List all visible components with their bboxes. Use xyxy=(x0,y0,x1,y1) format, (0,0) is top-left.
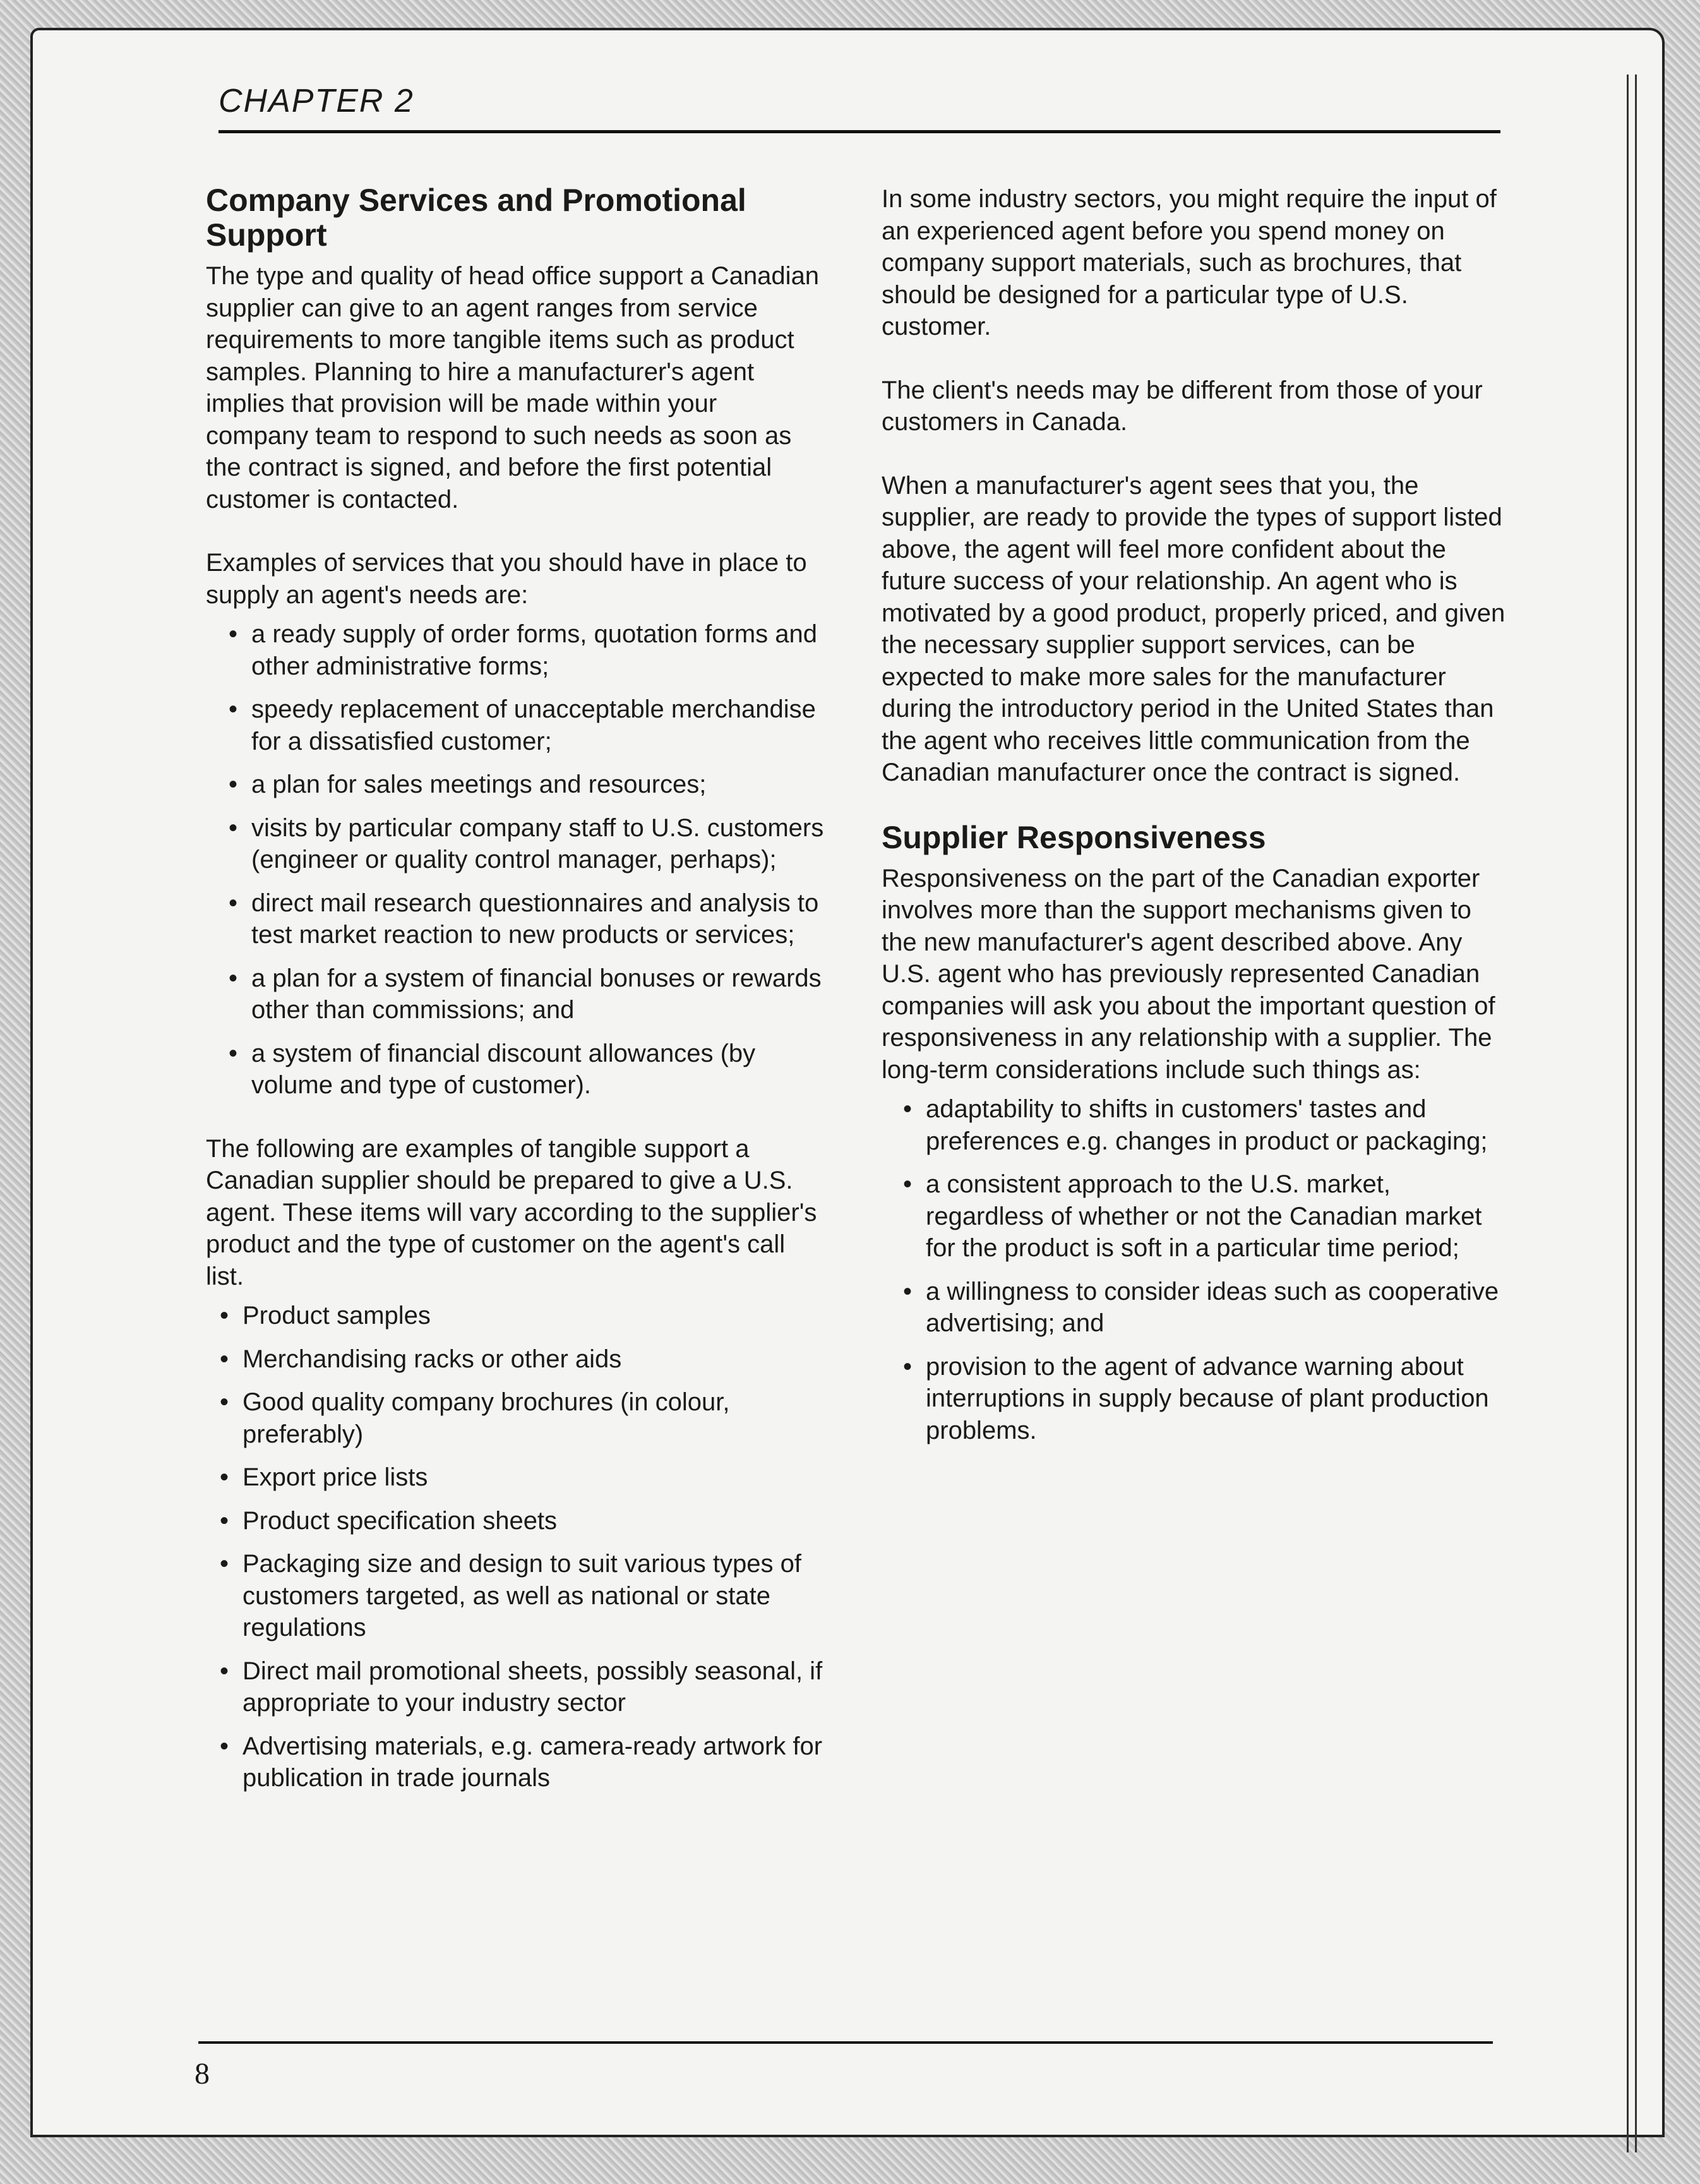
list-item: • Merchandising racks or other aids xyxy=(217,1343,825,1376)
tangible-support-list xyxy=(217,1300,825,1794)
left-column xyxy=(206,183,825,1826)
section-heading-company-services: Company Services and Promotional Support xyxy=(206,183,746,253)
paragraph: The type and quality of head office support a Canadian supplier can give to an agent ranges from service requirements to more tangible items such as product samples. Planning to hire a manufacturer's agent implies that provision will be made within your company team to respond to such needs as soon as the contract is signed, and before the first potential customer is contacted. xyxy=(206,262,820,513)
right-column xyxy=(882,183,1507,1478)
list-item: • adaptability to shifts in customers' tastes and preferences e.g. changes in product or packaging; xyxy=(901,1093,1507,1157)
list-item: • Direct mail promotional sheets, possibly seasonal, if appropriate to your industry sector xyxy=(217,1655,825,1719)
list-item: • Advertising materials, e.g. camera-ready artwork for publication in trade journals xyxy=(217,1731,825,1794)
list-item: • Product specification sheets xyxy=(217,1505,825,1537)
considerations-list xyxy=(901,1093,1507,1446)
page-number: 8 xyxy=(195,2057,210,2091)
list-item: • a ready supply of order forms, quotation forms and other administrative forms; xyxy=(226,618,825,682)
list-item: • a system of financial discount allowances (by volume and type of customer). xyxy=(226,1038,825,1101)
chapter-header: CHAPTER 2 xyxy=(218,83,414,119)
list-item: • visits by particular company staff to U.S. customers (engineer or quality control manager, perhaps); xyxy=(226,812,825,876)
list-item: • speedy replacement of unacceptable merchandise for a dissatisfied customer; xyxy=(226,693,825,757)
paragraph: The client's needs may be different from those of your customers in Canada. xyxy=(882,376,1483,436)
list-item: • Product samples xyxy=(217,1300,825,1332)
list-item: • direct mail research questionnaires and analysis to test market reaction to new products or services; xyxy=(226,887,825,951)
header-rule xyxy=(218,130,1500,133)
paragraph: The following are examples of tangible support a Canadian supplier should be prepared to give a U.S. agent. These items will vary according to the supplier's product and the type of customer on the agent's call list. xyxy=(206,1134,817,1290)
list-item: • Export price lists xyxy=(217,1461,825,1494)
paragraph: When a manufacturer's agent sees that you, the supplier, are ready to provide the types of support listed above, the agent will feel more confident about the future success of your relationship. An agent who is motivated by a good product, properly priced, and given the necessary supplier support services, can be expected to make more sales for the manufacturer during the introductory period in the United States than the agent who receives little communication from the Canadian manufacturer once the contract is signed. xyxy=(882,471,1505,786)
list-item: • Good quality company brochures (in colour, preferably) xyxy=(217,1386,825,1450)
footer-rule xyxy=(198,2041,1493,2044)
page-binding-edge xyxy=(1627,75,1637,2152)
list-item: • a consistent approach to the U.S. market, regardless of whether or not the Canadian market for the product is soft in a particular time period; xyxy=(901,1168,1507,1264)
list-item: • a plan for a system of financial bonuses or rewards other than commissions; and xyxy=(226,963,825,1026)
list-item: • a plan for sales meetings and resources; xyxy=(226,769,825,801)
list-item: • provision to the agent of advance warning about interruptions in supply because of plant production problems. xyxy=(901,1351,1507,1447)
paragraph: In some industry sectors, you might require the input of an experienced agent before you spend money on company support materials, such as brochures, that should be designed for a particular type of U.S. customer. xyxy=(882,185,1497,340)
paragraph: Responsiveness on the part of the Canadian exporter involves more than the support mechanisms given to the new manufacturer's agent described above. Any U.S. agent who has previously represented Canadian companies will ask you about the important question of responsiveness in any relationship with a supplier. The long-term considerations include such things as: xyxy=(882,864,1495,1084)
section-heading-supplier-responsiveness: Supplier Responsiveness xyxy=(882,819,1266,855)
list-item: • a willingness to consider ideas such as cooperative advertising; and xyxy=(901,1276,1507,1340)
paragraph: Examples of services that you should have in place to supply an agent's needs are: xyxy=(206,549,807,609)
services-list xyxy=(226,618,825,1101)
list-item: • Packaging size and design to suit various types of customers targeted, as well as national or state regulations xyxy=(217,1548,825,1644)
